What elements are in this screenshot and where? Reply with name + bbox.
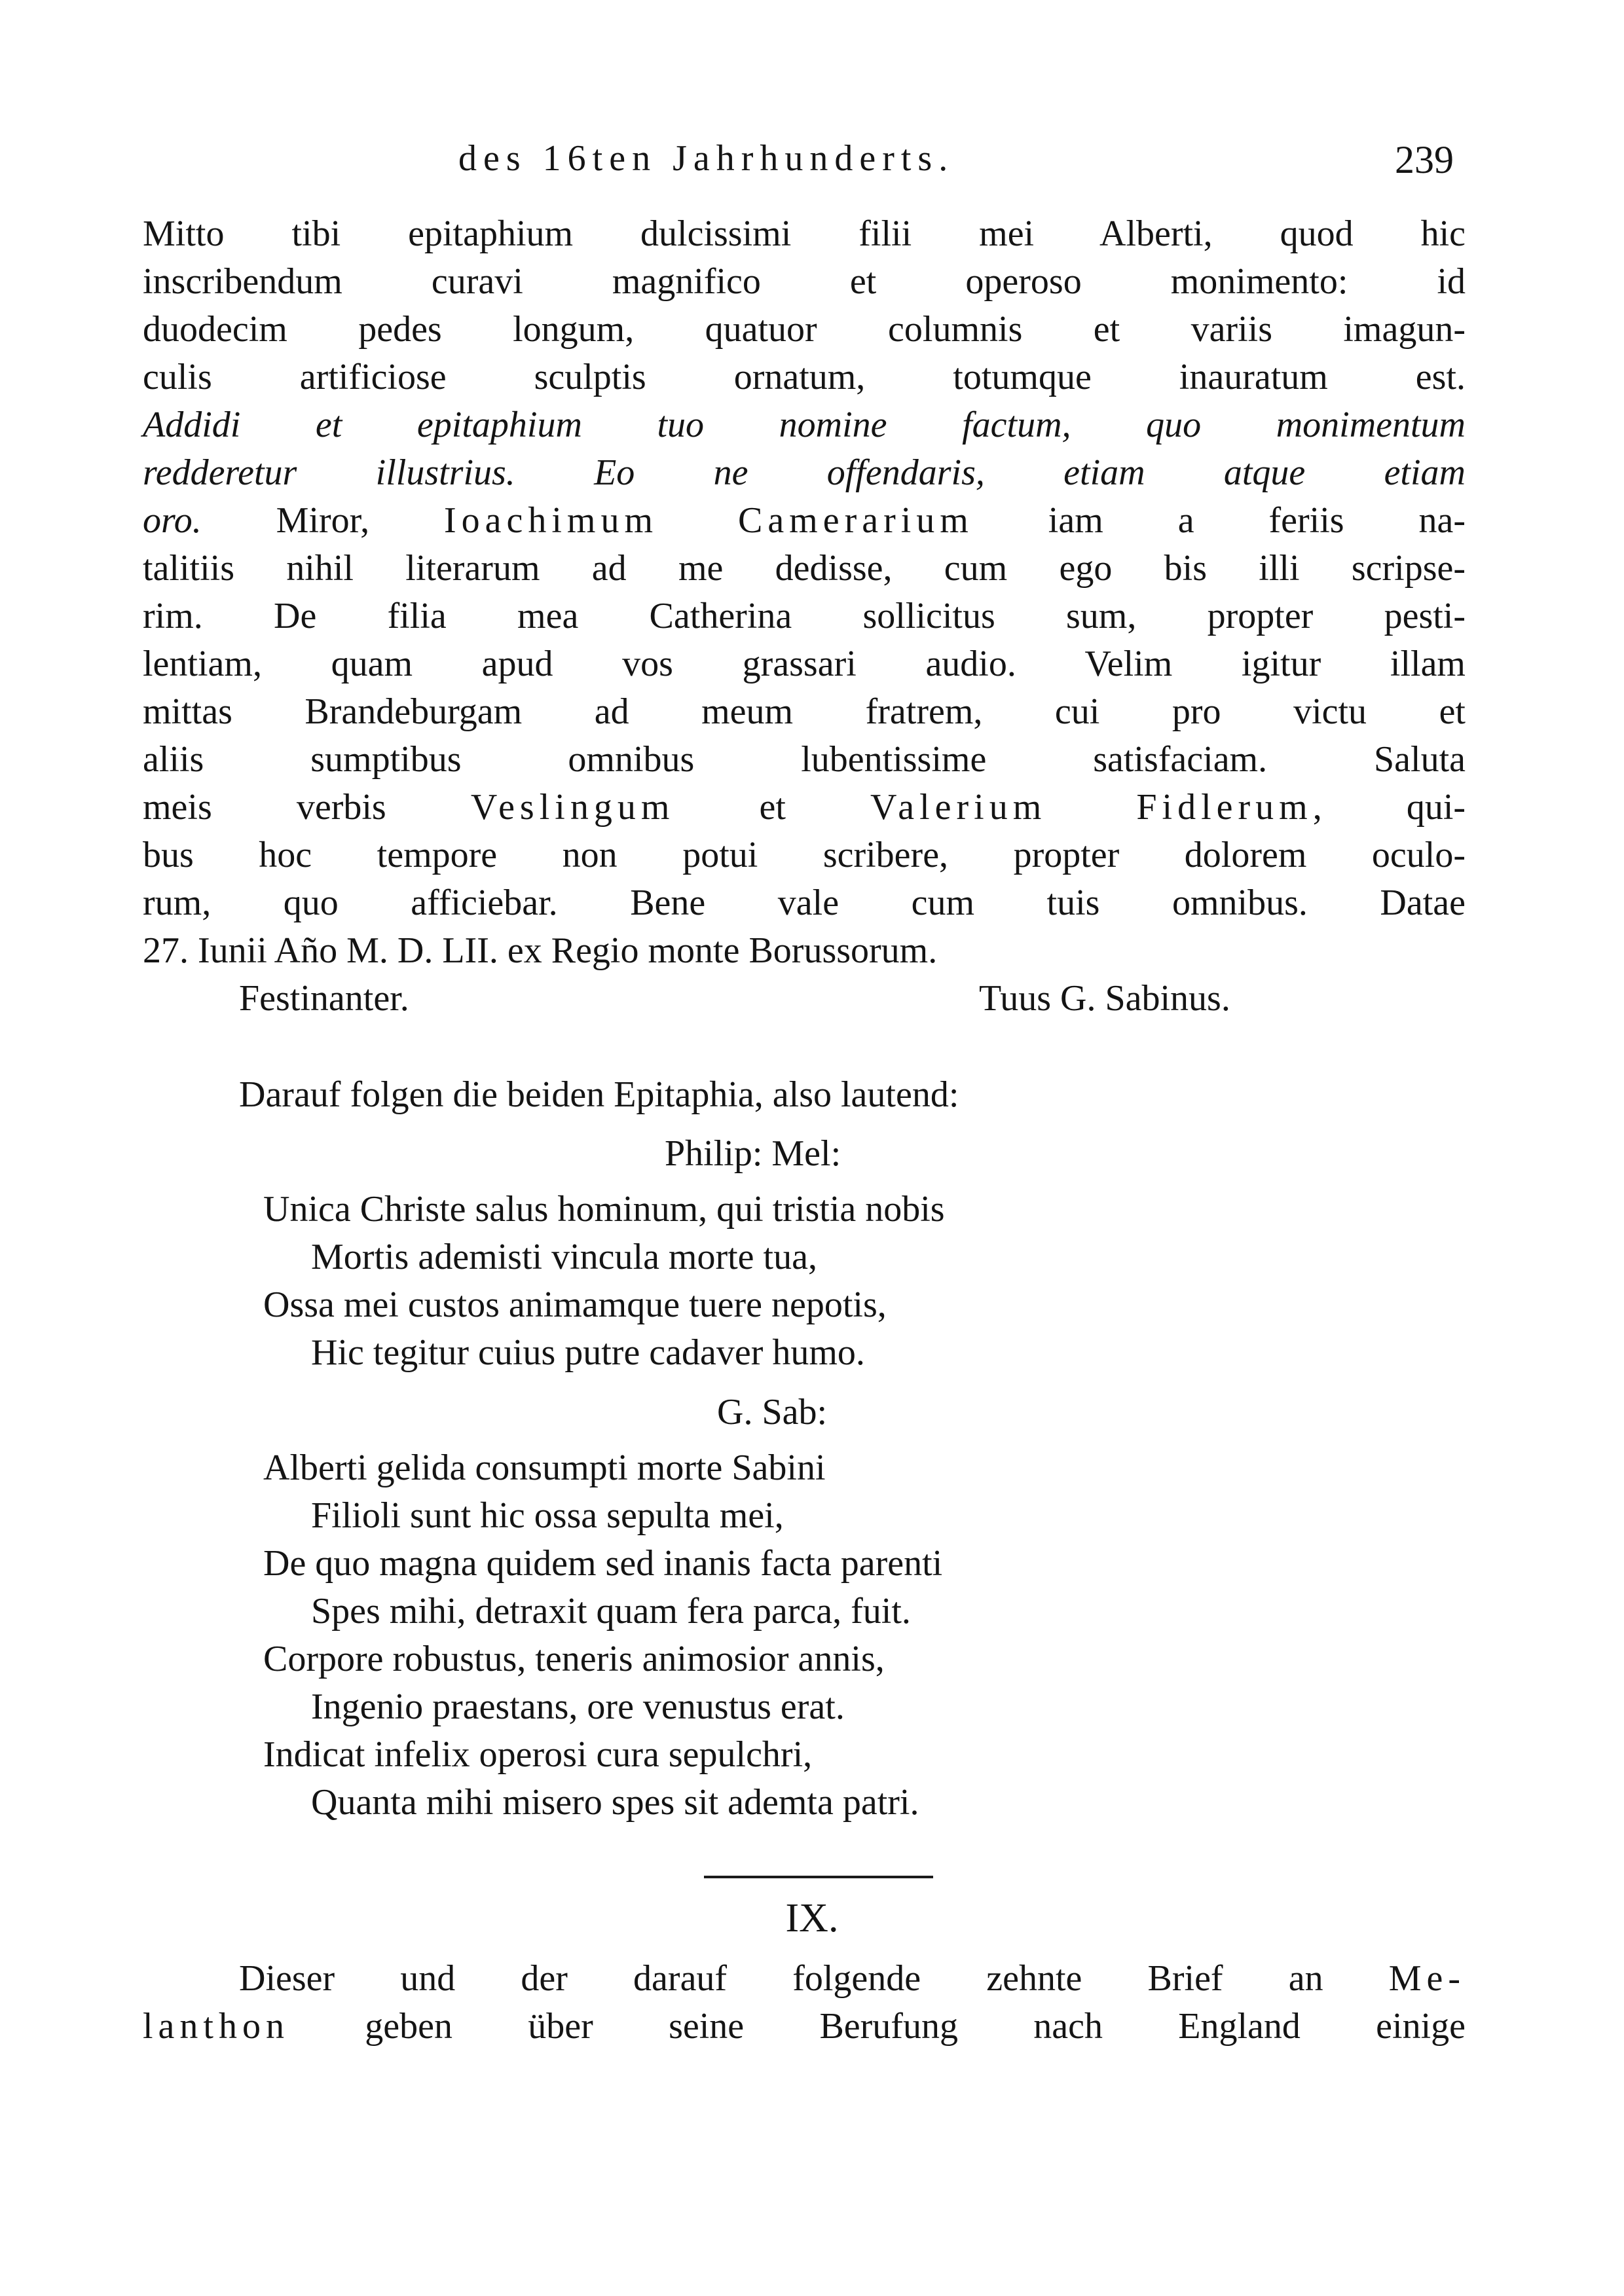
text-line: rum, quo afficiebar. Bene vale cum tuis omnibus. Datae	[143, 883, 1466, 923]
poem-line: Mortis ademisti vincula morte tua,	[311, 1237, 817, 1277]
poem-line: Unica Christe salus hominum, qui tristia nobis	[263, 1189, 945, 1230]
text-line: Mitto tibi epitaphium dulcissimi filii mei Alberti, quod hic	[143, 213, 1466, 254]
poem-line: Filioli sunt hic ossa sepulta mei,	[311, 1495, 784, 1536]
text-fragment: meis verbis	[143, 787, 386, 828]
intro-line: Darauf folgen die beiden Epitaphia, also lautend:	[239, 1074, 959, 1115]
poem-line: De quo magna quidem sed inanis facta parenti	[263, 1543, 943, 1584]
text-line-italic: redderetur illustrius. Eo ne offendaris, etiam atque etiam	[143, 452, 1466, 493]
letter-signature: Tuus G. Sabinus.	[979, 978, 1230, 1019]
text-fragment: , qui-	[1312, 787, 1466, 828]
text-line: mittas Brandeburgam ad meum fratrem, cui pro victu et	[143, 691, 1466, 732]
poem-line: Ossa mei custos animamque tuere nepotis,	[263, 1285, 887, 1325]
text-line	[143, 2005, 1466, 2047]
text-line-italic: Addidi et epitaphium tuo nomine factum, quo monimentum	[143, 405, 1466, 445]
running-header	[458, 137, 1454, 179]
name-spaced: lanthon	[143, 2006, 289, 2047]
text-fragment: Miror,	[276, 500, 370, 541]
page-number: 239	[1395, 138, 1454, 181]
name-spaced: Valerium Fidlerum	[870, 787, 1313, 828]
text-line: rim. De filia mea Catherina sollicitus sum, propter pesti-	[143, 596, 1466, 636]
text-fragment: Dieser und der darauf folgende zehnte Brief an	[239, 1958, 1323, 1999]
letter-closing: Festinanter.	[239, 978, 409, 1019]
running-title: des 16ten Jahrhunderts.	[458, 138, 955, 179]
poem-heading: Philip: Mel:	[665, 1133, 841, 1174]
poem-line: Quanta mihi misero spes sit ademta patri.	[311, 1782, 919, 1823]
poem-line: Hic tegitur cuius putre cadaver humo.	[311, 1332, 865, 1373]
text-line: duodecim pedes longum, quatuor columnis et variis imagun-	[143, 309, 1466, 350]
section-number: IX.	[785, 1896, 839, 1941]
text-line: culis artificiose sculptis ornatum, totumque inauratum est.	[143, 357, 1466, 397]
text-fragment: geben über seine Berufung nach England einige	[365, 2006, 1466, 2047]
poem-line: Corpore robustus, teneris animosior annis,	[263, 1639, 885, 1679]
poem-heading: G. Sab:	[717, 1392, 827, 1432]
name-spaced: Ioachimum Camerarium	[444, 500, 974, 541]
name-spaced: Me-	[1388, 1958, 1466, 1999]
poem-line: Ingenio praestans, ore venustus erat.	[311, 1686, 845, 1727]
poem-line: Spes mihi, detraxit quam fera parca, fuit.	[311, 1591, 911, 1631]
text-line	[143, 500, 1466, 541]
text-line: 27. Iunii Año M. D. LII. ex Regio monte Borussorum.	[143, 930, 938, 971]
text-fragment: iam a feriis na-	[1048, 500, 1466, 541]
section-divider	[704, 1876, 933, 1878]
text-line	[143, 786, 1466, 828]
poem-line: Indicat infelix operosi cura sepulchri,	[263, 1734, 813, 1775]
text-line: lentiam, quam apud vos grassari audio. Velim igitur illam	[143, 644, 1466, 684]
text-line: talitiis nihil literarum ad me dedisse, cum ego bis illi scripse-	[143, 548, 1466, 589]
text-line	[239, 1958, 1466, 1999]
text-fragment: et	[759, 787, 786, 828]
text-line: bus hoc tempore non potui scribere, propter dolorem oculo-	[143, 835, 1466, 875]
text-line: inscribendum curavi magnifico et operoso monimento: id	[143, 261, 1466, 302]
text-line: aliis sumptibus omnibus lubentissime satisfaciam. Saluta	[143, 739, 1466, 780]
text-fragment-italic: oro.	[143, 500, 202, 541]
name-spaced: Veslingum	[470, 787, 675, 828]
poem-line: Alberti gelida consumpti morte Sabini	[263, 1448, 826, 1488]
